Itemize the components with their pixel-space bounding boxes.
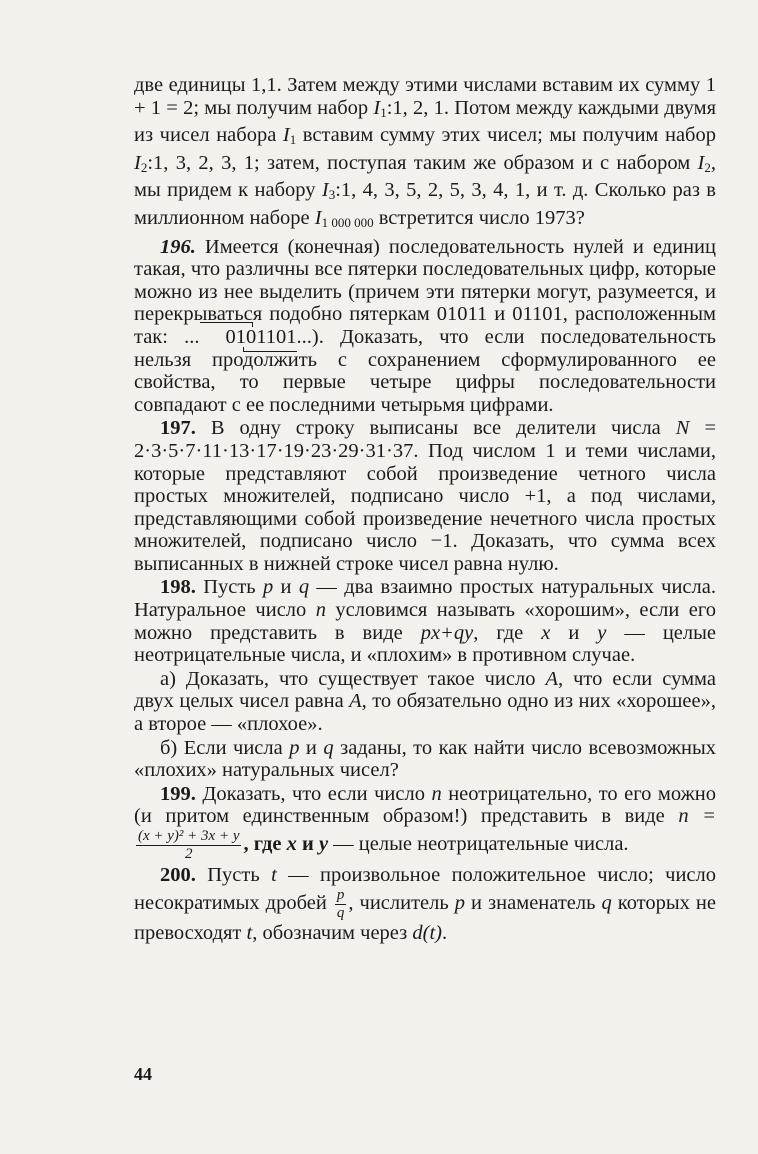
overlap-sequence: 0101101: [200, 326, 297, 349]
problem-text: и: [273, 576, 299, 599]
intro-text: :1, 2, 1. Потом между каждыми двумя из чисел набора: [134, 96, 717, 147]
variable: p: [262, 576, 274, 599]
set-symbol: I: [314, 206, 322, 229]
problem-197: [134, 417, 716, 575]
problem-text: ...). Доказать, что если последовательность нельзя продолжить с сохранением сформулированного ее свойства, то первые четыре цифры последовательности совпадают с ее последними четырьмя цифрами.: [134, 325, 716, 416]
set-index: 3: [328, 187, 336, 203]
intro-text: вставим сумму этих чисел; мы получим набор: [296, 124, 716, 147]
problem-text: = 2·3·5·7·11·13·17·19·23·29·31·37. Под числом 1 и теми числами, которые представляют собой произведение четного числа простых множителей, подписано число +1, а под числами, представляющими собой произведение нечетного числа простых множителей, подписано число −1. Доказать, что сумма всех выписанных в нижней строке чисел равна нулю.: [134, 417, 716, 575]
problem-text: неотрицательно, то его можно (и притом единственным образом!) представить в виде: [134, 782, 716, 828]
problem-text: — целые неотрицательные числа, и «плохим» в противном случае.: [134, 621, 716, 667]
problem-text: Пусть: [195, 864, 272, 886]
set-index: 2: [140, 159, 148, 175]
set-symbol: I: [282, 124, 290, 147]
problem-number: 196.: [160, 235, 196, 258]
set-index: 1: [380, 104, 387, 120]
pq-fraction: [335, 887, 347, 922]
problem-text: и: [296, 833, 319, 856]
problem-text: и: [299, 736, 324, 759]
set-index: 1 000 000: [321, 214, 374, 230]
variable: p: [289, 736, 300, 759]
problem-text: , где: [473, 621, 542, 644]
problem-text: , числитель: [348, 891, 455, 914]
problem-number: 200.: [160, 864, 196, 886]
problem-text: Имеется (конечная) последовательность нулей и единиц такая, что различны все пятерки последовательных цифр, которые можно из нее выделить (причем эти пятерки могут, разумеется, и перекрываться подобно пятеркам 01011 и 01101, расположенным так: ...: [134, 235, 716, 348]
intro-text: :1, 4, 3, 5, 2, 5, 3, 4, 1, и т. д. Сколько раз в миллионном наборе: [134, 179, 716, 229]
problem-198: [134, 576, 716, 666]
problem-198-b: [134, 737, 716, 782]
expression: px+qy: [420, 621, 474, 644]
set-index: 1: [289, 132, 297, 148]
formula-lhs: n =: [678, 805, 716, 828]
variable: t: [246, 921, 253, 944]
set-index: 2: [704, 159, 711, 175]
set-symbol: I: [134, 151, 141, 174]
expression: d(t): [412, 921, 442, 944]
intro-paragraph: [134, 74, 716, 235]
set-symbol: I: [373, 96, 381, 119]
problem-text: — целые неотрицательные числа.: [328, 833, 629, 856]
intro-text: две единицы 1,1. Затем между этими числами вставим их сумму 1 + 1 = 2; мы получим набор: [134, 74, 716, 119]
variable: q: [298, 576, 310, 599]
problem-196: [134, 236, 716, 417]
problem-number: 197.: [160, 417, 196, 440]
problem-text: и: [550, 621, 598, 644]
fraction-denominator: q: [336, 904, 345, 921]
page-body: [134, 74, 716, 944]
variable: x: [286, 833, 297, 856]
problem-text: и знаменатель: [465, 891, 602, 914]
problem-199: [134, 783, 716, 863]
problem-text: , что если сумма двух целых чисел равна: [134, 667, 716, 713]
variable: A: [545, 667, 558, 690]
problem-text: Пусть: [195, 576, 263, 599]
problem-text: б) Если числа: [160, 736, 290, 759]
problem-text: , где: [243, 833, 287, 856]
set-symbol: I: [697, 151, 705, 174]
problem-text: которых не превосходят: [134, 891, 716, 944]
problem-text: а) Доказать, что существует такое число: [160, 667, 546, 690]
problem-200: [134, 864, 716, 944]
problem-text: — два взаимно простых натуральных числа. Натуральное число: [134, 576, 716, 622]
intro-text: , мы придем к набору: [134, 151, 716, 202]
variable: n: [431, 782, 442, 805]
problem-text: , обозначим через: [252, 921, 413, 944]
problem-text: заданы, то как найти число всевозможных «плохих» натуральных чисел?: [134, 736, 716, 782]
problem-198-a: [134, 668, 716, 736]
problem-text: условимся называть «хорошим», если его можно представить в виде: [134, 599, 716, 644]
problem-text: В одну строку выписаны все делители числа: [195, 417, 676, 440]
problem-text: , то обязательно одно из них «хорошее», а второе — «плохое».: [134, 690, 716, 736]
variable: n: [315, 599, 326, 622]
problem-text: .: [441, 921, 448, 944]
problem-number: 198.: [160, 576, 196, 599]
formula-fraction: [136, 828, 241, 863]
variable: y: [597, 621, 607, 644]
fraction-numerator: (x + y)² + 3x + y: [138, 828, 240, 844]
variable: A: [349, 690, 362, 713]
variable: N: [675, 417, 690, 440]
intro-text: :1, 3, 2, 3, 1; затем, поступая таким же образом и с набором: [147, 151, 698, 174]
variable: y: [318, 833, 329, 856]
variable: q: [323, 736, 334, 759]
fraction-numerator: p: [336, 886, 345, 903]
set-symbol: I: [321, 179, 329, 202]
fraction-denominator: 2: [184, 846, 193, 862]
variable: q: [601, 891, 612, 914]
variable: p: [454, 891, 466, 914]
problem-number: 199.: [160, 782, 196, 805]
problem-text: — произвольное положительное число; число несократимых дробей: [134, 864, 716, 914]
page-number: 44: [134, 1064, 152, 1084]
variable: x: [541, 621, 551, 644]
intro-text: встретится число 1973?: [373, 206, 585, 229]
problem-text: Доказать, что если число: [195, 782, 432, 805]
variable: t: [271, 864, 277, 886]
